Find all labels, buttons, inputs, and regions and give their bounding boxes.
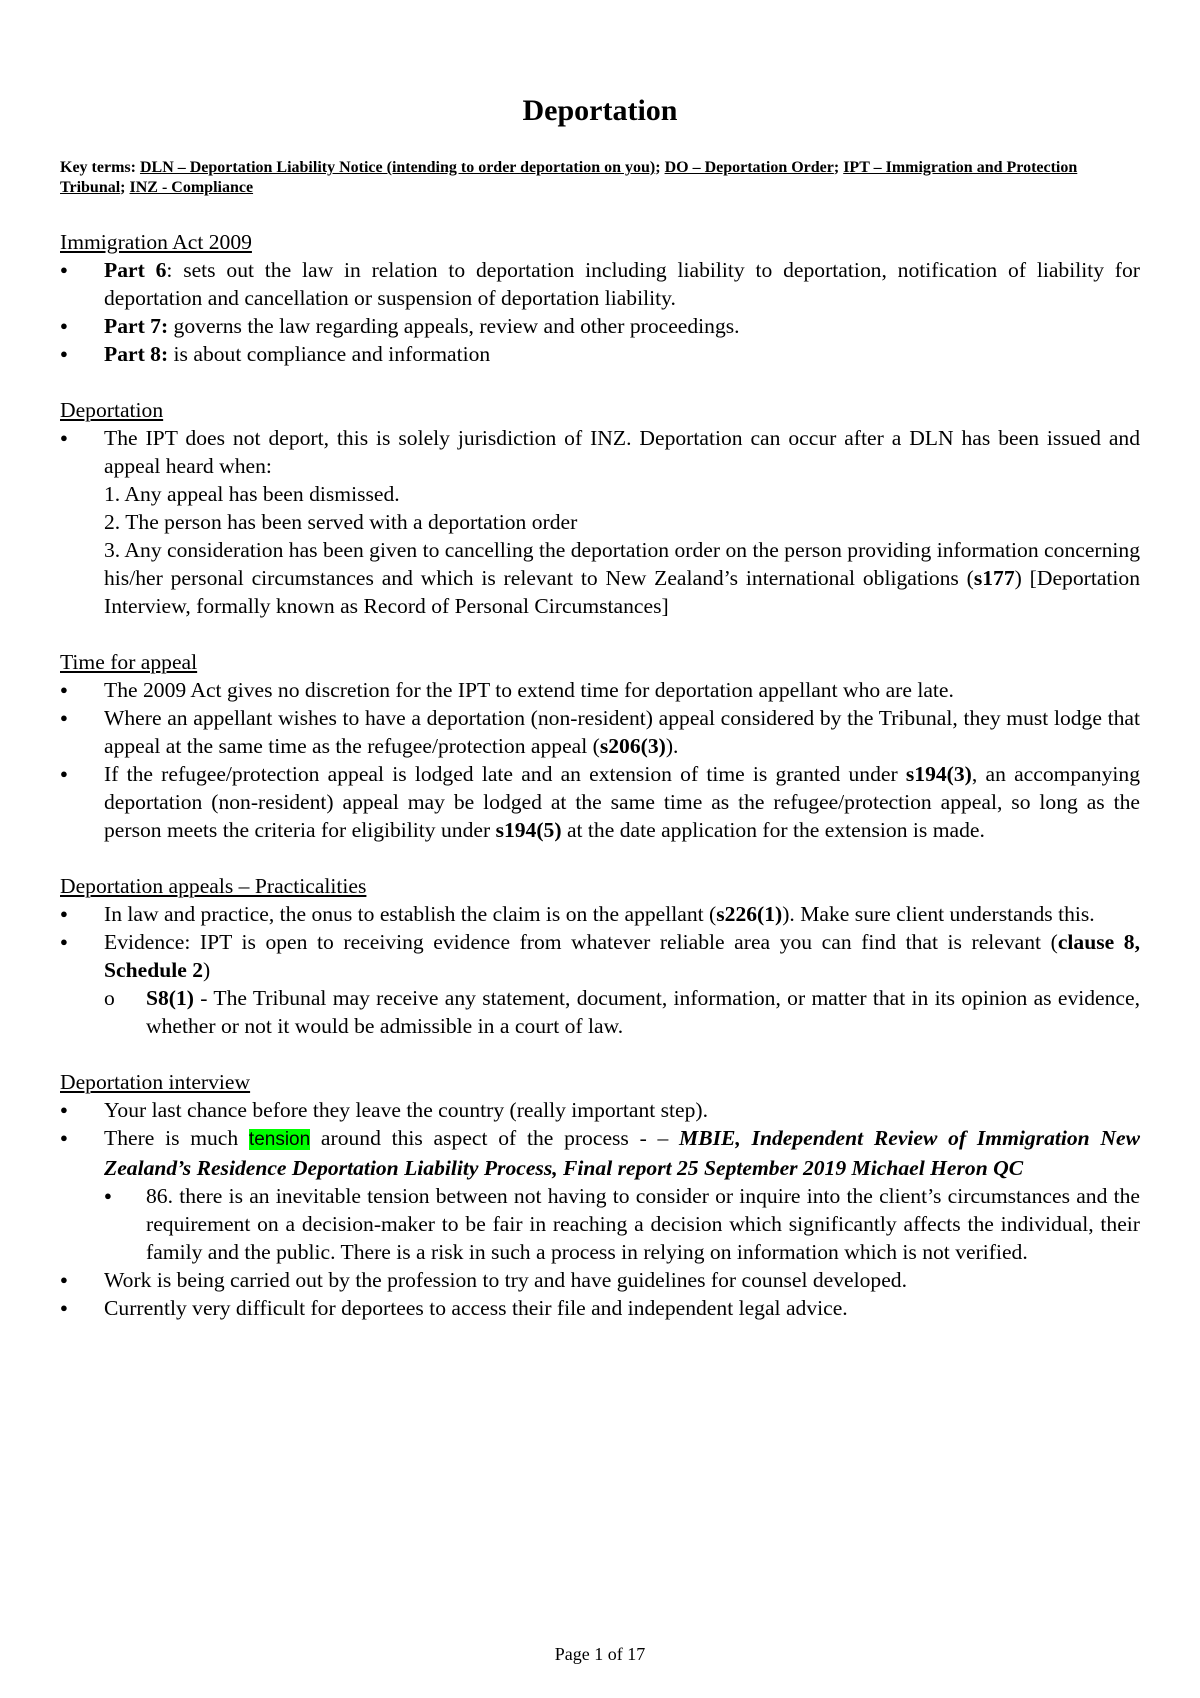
bullet-list <box>60 676 1140 844</box>
section-time-for-appeal <box>60 648 1140 844</box>
item-text: : sets out the law in relation to deportation including liability to deportation, notification of liability for deportation and cancellation or suspension of deportation liability. <box>104 258 1140 310</box>
section-appeals-practicalities <box>60 872 1140 1040</box>
section-heading: Deportation interview <box>60 1070 251 1094</box>
list-item <box>60 312 1140 340</box>
bullet-list <box>60 1266 1140 1322</box>
sub-list-item: o S8(1) - The Tribunal may receive any statement, document, information, or matter that in its opinion as evidence, whether or not it would be admissible in a court of law. <box>104 984 1140 1040</box>
section-immigration-act <box>60 228 1140 368</box>
item-text: is about compliance and information <box>168 342 491 366</box>
page-number: Page 1 of 17 <box>554 1644 646 1664</box>
list-item: ● If the refugee/protection appeal is lodged late and an extension of time is granted under s194(3), an accompanying deportation (non-resident) appeal may be lodged at the same time as the refugee/protection appeal, so long as the person meets the criteria for eligibility under s194(5) at the date application for the extension is made. <box>60 760 1140 844</box>
bold-text: s226(1) <box>716 902 783 926</box>
bold-text: Part 8: <box>104 342 169 366</box>
bold-text: clause 8, Schedule 2 <box>104 930 1140 982</box>
numbered-item: 2. The person has been served with a deportation order <box>104 510 578 534</box>
bold-text: s206(3) <box>599 734 666 758</box>
item-text: Your last chance before they leave the country (really important step). <box>104 1098 709 1122</box>
section-heading: Deportation appeals – Practicalities <box>60 874 367 898</box>
list-item: ● Where an appellant wishes to have a deportation (non-resident) appeal considered by the Tribunal, they must lodge that appeal at the same time as the refugee/protection appeal (s206(3)). <box>60 704 1140 760</box>
key-term-ipt: IPT – Immigration and Protection Tribunal <box>60 159 1078 196</box>
list-item <box>60 1096 1140 1124</box>
list-item: ● In law and practice, the onus to establish the claim is on the appellant (s226(1)). Make sure client understands this. <box>60 900 1140 928</box>
numbered-item: 3. Any consideration has been given to cancelling the deportation order on the person providing information concerning his/her personal circumstances and which is relevant to New Zealand’s international obligations (s177) [Deportation Interview, formally known as Record of Personal Circumstances] <box>104 538 1141 618</box>
list-item <box>60 1294 1140 1322</box>
list-item <box>60 424 1140 620</box>
key-terms-label: Key terms: <box>60 159 136 176</box>
highlighted-text: tension <box>248 1129 311 1150</box>
bullet-list <box>60 256 1140 368</box>
section-heading: Deportation <box>60 398 164 422</box>
section-heading: Time for appeal <box>60 650 198 674</box>
bullet-list <box>60 900 1140 984</box>
sub-list <box>60 1182 1140 1266</box>
document-body <box>60 228 1140 1350</box>
bold-text: S8(1) <box>146 986 194 1010</box>
item-text: The 2009 Act gives no discretion for the IPT to extend time for deportation appellant who are late. <box>104 678 954 702</box>
key-term-inz: INZ - Compliance <box>129 179 254 196</box>
bold-text: s177 <box>973 566 1015 590</box>
bullet-list <box>60 424 1140 620</box>
item-text: Currently very difficult for deportees to access their file and independent legal advice. <box>104 1296 848 1320</box>
sub-list-item <box>104 1182 1140 1266</box>
item-text: governs the law regarding appeals, review and other proceedings. <box>168 314 740 338</box>
item-text: 86. there is an inevitable tension between not having to consider or inquire into the client’s circumstances and the requirement on a decision-maker to be fair in reaching a decision which significantly affects the individual, their family and the public. There is a risk in such a process in relying on information which is not verified. <box>146 1184 1140 1264</box>
key-terms: Key terms: DLN – Deportation Liability Notice (intending to order deportation on you); DO – Deportation Order; IPT – Immigration and Protection Tribunal; INZ - Compliance <box>60 159 1078 196</box>
key-term-do: DO – Deportation Order <box>664 159 834 176</box>
item-text: Work is being carried out by the profession to try and have guidelines for counsel developed. <box>104 1268 908 1292</box>
list-item <box>60 676 1140 704</box>
bullet-list <box>60 1096 1140 1182</box>
page-title: Deportation <box>522 94 678 127</box>
list-item <box>60 256 1140 312</box>
bold-text: s194(3) <box>905 762 972 786</box>
section-heading: Immigration Act 2009 <box>60 230 252 254</box>
section-deportation-interview <box>60 1068 1140 1322</box>
numbered-item: 1. Any appeal has been dismissed. <box>104 482 400 506</box>
bold-text: s194(5) <box>495 818 562 842</box>
list-item: ● Evidence: IPT is open to receiving evidence from whatever reliable area you can find that is relevant (clause 8, Schedule 2) <box>60 928 1140 984</box>
sub-list <box>60 984 1140 1040</box>
list-item <box>60 340 1140 368</box>
key-term-dln: DLN – Deportation Liability Notice (intending to order deportation on you) <box>139 159 656 176</box>
list-item: ● There is much tension around this aspect of the process - – MBIE, Independent Review of Immigration New Zealand’s Residence Deportation Liability Process, Final report 25 September 2019 Michael Heron QC <box>60 1124 1140 1182</box>
document-page <box>60 0 1140 1698</box>
list-item <box>60 1266 1140 1294</box>
bold-text: Part 7: <box>104 314 169 338</box>
item-text: ● The IPT does not deport, this is solely jurisdiction of INZ. Deportation can occur after a DLN has been issued and appeal heard when: <box>104 426 1140 478</box>
citation-text: MBIE, Independent Review of Immigration New Zealand’s Residence Deportation Liability Process, Final report 25 September 2019 Michael Heron QC <box>104 1126 1140 1180</box>
bold-text: Part 6 <box>104 258 167 282</box>
section-deportation <box>60 396 1140 620</box>
